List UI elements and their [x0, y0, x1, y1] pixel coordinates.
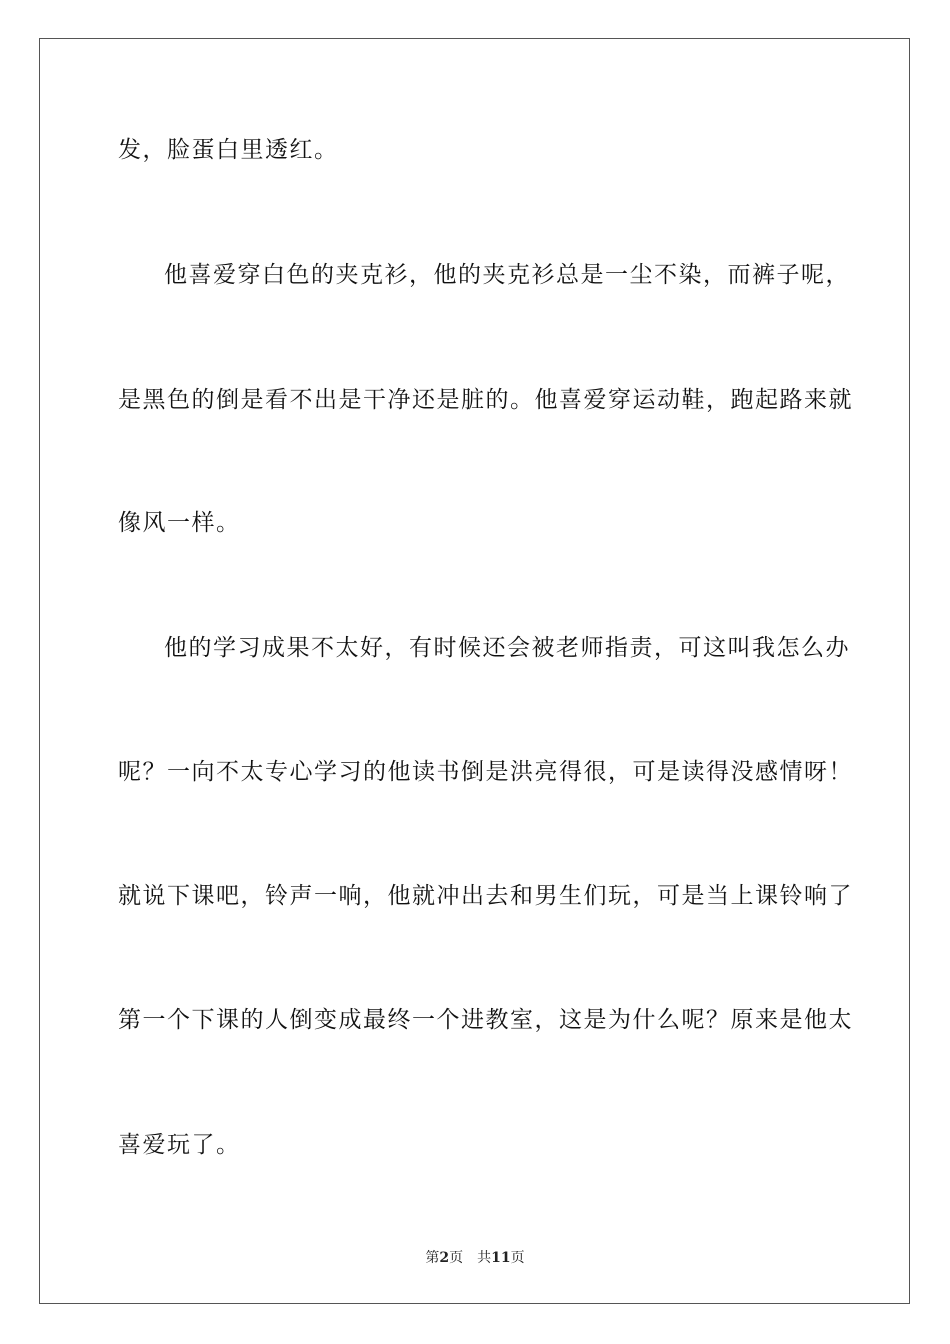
text-line-9: 喜爱玩了。 — [118, 1132, 241, 1158]
page-number: 2 — [439, 1250, 450, 1266]
text-line-5: 他的学习成果不太好，有时候还会被老师指责，可这叫我怎么办 — [164, 635, 850, 661]
total-pages: 11 — [491, 1250, 511, 1266]
text-line-4: 像风一样。 — [118, 510, 241, 536]
total-prefix: 共 — [477, 1250, 492, 1266]
page-prefix: 第 — [425, 1250, 440, 1266]
page-footer — [0, 1247, 950, 1267]
text-line-1: 发，脸蛋白里透红。 — [118, 137, 339, 163]
text-line-2: 他喜爱穿白色的夹克衫，他的夹克衫总是一尘不染，而裤子呢， — [164, 262, 850, 288]
text-line-8: 第一个下课的人倒变成最终一个进教室，这是为什么呢？原来是他太 — [118, 1007, 853, 1033]
page-border — [39, 38, 910, 1304]
total-suffix: 页 — [510, 1250, 525, 1266]
text-line-7: 就说下课吧，铃声一响，他就冲出去和男生们玩，可是当上课铃响了 — [118, 883, 853, 909]
page-suffix: 页 — [449, 1250, 464, 1266]
text-line-3: 是黑色的倒是看不出是干净还是脏的。他喜爱穿运动鞋，跑起路来就 — [118, 387, 853, 413]
text-line-6: 呢？一向不太专心学习的他读书倒是洪亮得很，可是读得没感情呀！ — [118, 759, 853, 785]
